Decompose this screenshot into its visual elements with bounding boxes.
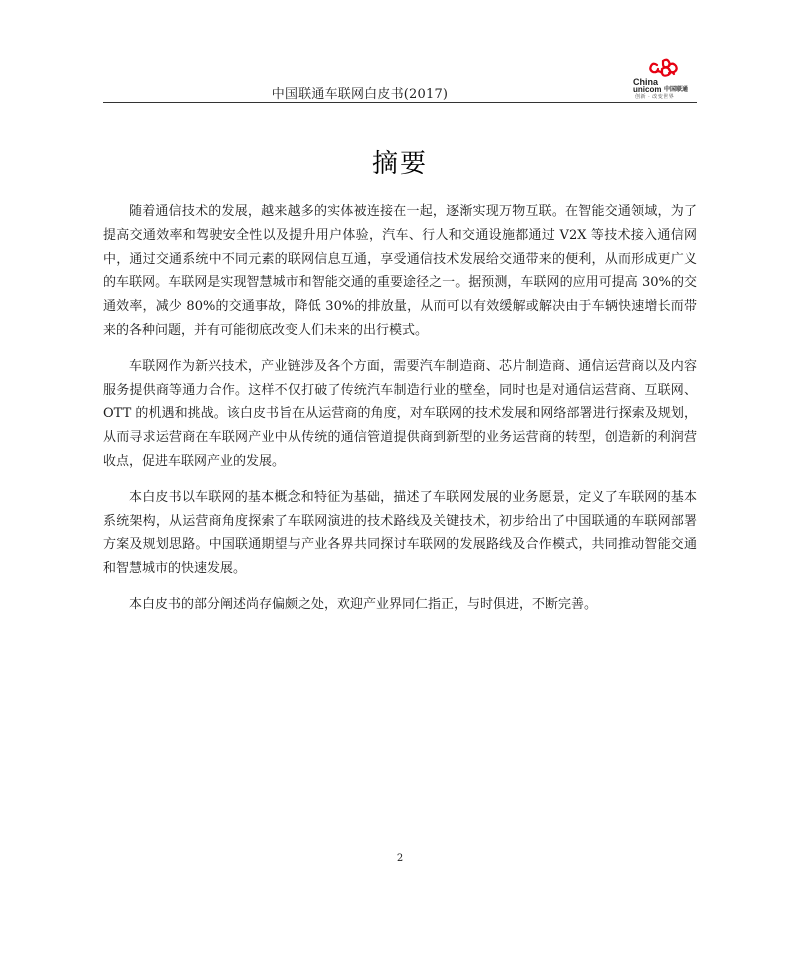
paragraph: 本白皮书以车联网的基本概念和特征为基础，描述了车联网发展的业务愿景，定义了车联网的基本系统架构，从运营商角度探索了车联网演进的技术路线及关键技术，初步给出了中国联通的车联网部署方案及规划思路。中国联通期望与产业各界共同探讨车联网的发展路线及合作模式，共同推动智能交通和智慧城市的快速发展。 <box>103 489 697 577</box>
header-title: 中国联通车联网白皮书(2017) <box>271 87 449 102</box>
logo-brand-en-line1: China <box>633 77 659 87</box>
header-divider <box>103 102 697 103</box>
paragraph: 车联网作为新兴技术，产业链涉及各个方面，需要汽车制造商、芯片制造商、通信运营商以及内容服务提供商等通力合作。这样不仅打破了传统汽车制造行业的壁垒，同时也是对通信运营商、互联网、OTT 的机遇和挑战。该白皮书旨在从运营商的角度，对车联网的技术发展和网络部署进行探索及规划，从而寻求运营商在车联网产业中从传统的通信管道提供商到新型的业务运营商的转型，创造新的利润营收点，促进车联网产业的发展。 <box>103 358 697 469</box>
section-title: 摘要 <box>371 149 428 179</box>
logo-brand-cn: 中国联通 <box>664 86 689 93</box>
page-number: 2 <box>396 853 404 864</box>
china-unicom-logo <box>633 58 703 100</box>
paragraph: 本白皮书的部分阐述尚存偏颇之处，欢迎产业界同仁指正，与时俱进，不断完善。 <box>129 596 598 612</box>
body-text <box>103 200 697 629</box>
paragraph: 随着通信技术的发展，越来越多的实体被连接在一起，逐渐实现万物互联。在智能交通领域，为了提高交通效率和驾驶安全性以及提升用户体验，汽车、行人和交通设施都通过 V2X 等技术接入通信网中，通过交通系统中不同元素的联网信息互通，享受通信技术发展给交通带来的便利，从而形成更广义的车联网。车联网是实现智慧城市和智能交通的重要途径之一。据预测，车联网的应用可提高 30%的交通效率，减少 80%的交通事故，降低 30%的排放量，从而可以有效缓解或解决由于车辆快速增长而带来的各种问题，并有可能彻底改变人们未来的出行模式。 <box>103 204 697 338</box>
logo-brand-en-line2: unicom <box>633 85 662 94</box>
logo-slogan: 创新 · 改变世界 <box>635 94 675 100</box>
